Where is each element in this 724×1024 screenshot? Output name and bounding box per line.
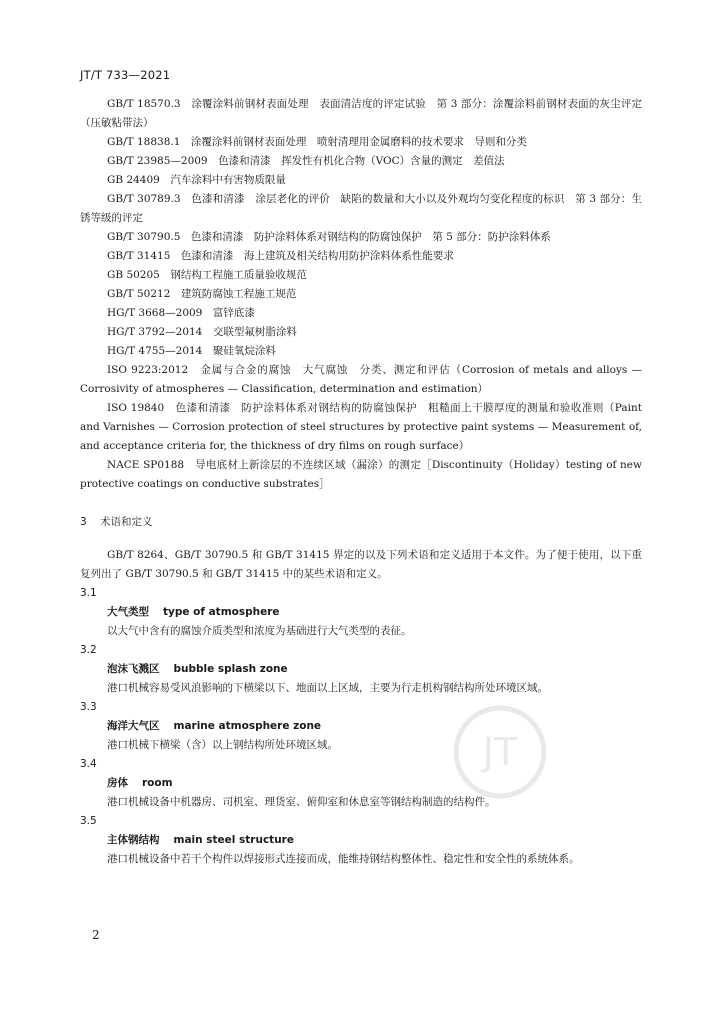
term-definition: 港口机械设备中机器房、司机室、理货室、俯仰室和休息室等钢结构制造的结构件。 — [107, 796, 496, 808]
reference-entry: GB 24409 汽车涂料中有害物质限量 — [107, 174, 286, 186]
term-entry — [80, 755, 642, 812]
reference-entry: GB/T 30790.5 色漆和清漆 防护涂料体系对钢结构的防腐蚀保护 第 5 部分：防护涂料体系 — [107, 231, 551, 243]
term-definition: 港口机械设备中若干个构件以焊接形式连接而成，能维持钢结构整体性、稳定性和安全性的系统体系。 — [107, 853, 580, 865]
section-title: 术语和定义 — [100, 516, 153, 528]
document-body — [80, 95, 642, 869]
term-name-zh: 海洋大气区 — [107, 720, 160, 732]
term-name-en: type of atmosphere — [163, 606, 280, 618]
reference-entry: GB/T 50212 建筑防腐蚀工程施工规范 — [107, 288, 297, 300]
term-number: 3.2 — [80, 644, 97, 656]
term-number: 3.4 — [80, 758, 97, 770]
term-name-en: marine atmosphere zone — [173, 720, 322, 732]
normative-references-list — [80, 95, 642, 494]
document-code-header: JT/T 733—2021 — [80, 68, 171, 82]
reference-entry: GB/T 18570.3 涂覆涂料前钢材表面处理 表面清洁度的评定试验 第 3 部分：涂覆涂料前钢材表面的灰尘评定（压敏粘带法） — [80, 98, 642, 129]
term-definition: 以大气中含有的腐蚀介质类型和浓度为基础进行大气类型的表征。 — [107, 625, 412, 637]
watermark-text: JT — [482, 730, 518, 774]
term-name — [80, 774, 642, 793]
reference-entry: GB/T 31415 色漆和清漆 海上建筑及相关结构用防护涂料体系性能要求 — [107, 250, 454, 262]
reference-entry: ISO 19840 色漆和清漆 防护涂料体系对钢结构的防腐蚀保护 粗糙面上干膜厚度的测量和验收准则（Paint and Varnishes — Corrosion protection of steel structures by protective paint systems — Measurement of, and acceptance criteria for, the thickness of dry films on rough surface） — [80, 402, 642, 452]
term-name-en: main steel structure — [173, 834, 294, 846]
reference-entry: GB 50205 钢结构工程施工质量验收规范 — [107, 269, 307, 281]
term-name — [80, 717, 642, 736]
term-name-zh: 房体 — [107, 777, 128, 789]
reference-entry: HG/T 4755—2014 聚硅氧烷涂料 — [107, 345, 276, 357]
reference-entry: ISO 9223:2012 金属与合金的腐蚀 大气腐蚀 分类、测定和评估（Corrosion of metals and alloys — Corrosivity of atmospheres — Classification, determination and estimation） — [80, 364, 642, 395]
term-number: 3.1 — [80, 587, 97, 599]
reference-entry: GB/T 18838.1 涂覆涂料前钢材表面处理 喷射清理用金属磨料的技术要求 导则和分类 — [107, 136, 527, 148]
term-entry — [80, 698, 642, 755]
page-number: 2 — [92, 928, 100, 942]
term-definition: 港口机械下横梁（含）以上钢结构所处环境区域。 — [107, 739, 338, 751]
term-name — [80, 831, 642, 850]
term-entry — [80, 641, 642, 698]
reference-entry: NACE SP0188 导电底材上新涂层的不连续区域（漏涂）的测定［Discontinuity（Holiday）testing of new protective coatings on conductive substrates］ — [80, 459, 642, 490]
section-number: 3 — [80, 516, 87, 528]
term-name-en: room — [142, 777, 173, 789]
reference-entry: HG/T 3668—2009 富锌底漆 — [107, 307, 255, 319]
term-name-zh: 泡沫飞溅区 — [107, 663, 160, 675]
term-definition: 港口机械容易受风浪影响的下横梁以下、地面以上区域，主要为行走机构钢结构所处环境区域。 — [107, 682, 548, 694]
term-name-zh: 大气类型 — [107, 606, 149, 618]
section-heading — [80, 513, 642, 532]
reference-entry: GB/T 30789.3 色漆和清漆 涂层老化的评价 缺陷的数量和大小以及外观均匀变化程度的标识 第 3 部分：生锈等级的评定 — [80, 193, 642, 224]
term-entry — [80, 812, 642, 869]
reference-entry: HG/T 3792—2014 交联型氟树脂涂料 — [107, 326, 297, 338]
term-number: 3.3 — [80, 701, 97, 713]
term-name — [80, 603, 642, 622]
section-intro: GB/T 8264、GB/T 30790.5 和 GB/T 31415 界定的以及下列术语和定义适用于本文件。为了便于使用，以下重复列出了 GB/T 30790.5 和 GB/T 31415 中的某些术语和定义。 — [80, 549, 642, 580]
term-name-en: bubble splash zone — [173, 663, 288, 675]
term-name — [80, 660, 642, 679]
jt-watermark-logo — [450, 702, 550, 802]
term-number: 3.5 — [80, 815, 97, 827]
term-name-zh: 主体钢结构 — [107, 834, 160, 846]
term-entry — [80, 584, 642, 641]
reference-entry: GB/T 23985—2009 色漆和清漆 挥发性有机化合物（VOC）含量的测定 差值法 — [107, 155, 505, 167]
